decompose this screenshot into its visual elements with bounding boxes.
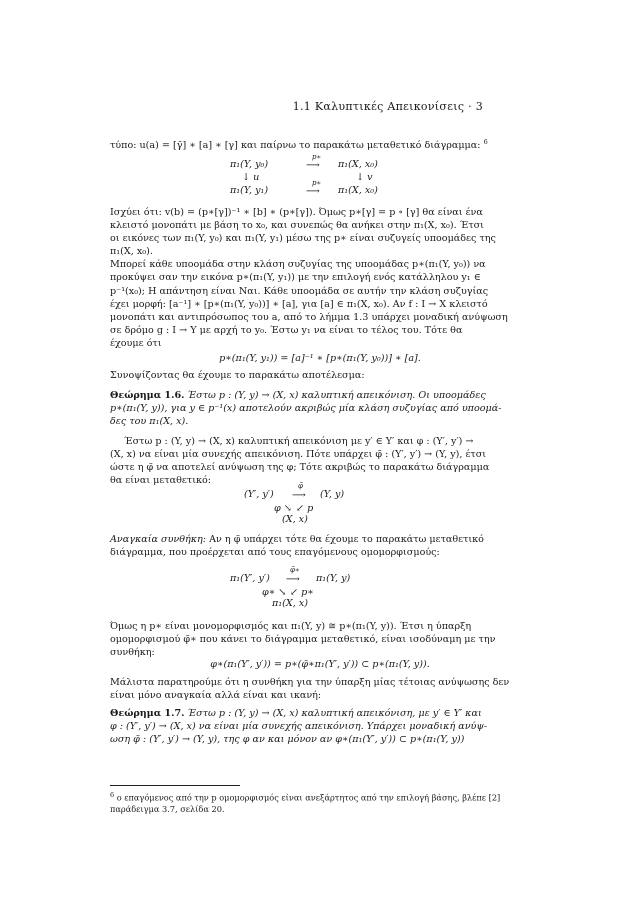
paragraph-2-line: p⁻¹(x₀); Η απάντηση είναι Ναι. Κάθε υποομάδα σε αυτήν την κλάση συζυγίας bbox=[110, 285, 489, 297]
diagram2-top-left: (Y′, y′) bbox=[244, 489, 274, 500]
paragraph-1-text: τύπο: u(a) = [γ̄] ∗ [a] ∗ [γ] και παίρνω το παρακάτω μεταθετικό διάγραμμα: bbox=[110, 140, 481, 152]
diagram3-top-arrow-label: φ̃∗ bbox=[290, 566, 300, 574]
paragraph-4 bbox=[110, 435, 530, 487]
diagram2-top-arrow-label: φ̃ bbox=[298, 482, 303, 490]
paragraph-2-line: έχουμε ότι bbox=[110, 337, 162, 349]
paragraph-4-line: Έστω p : (Y, y) → (X, x) καλυπτική απεικόνιση με y′ ∈ Y′ και φ : (Y′, y′) → bbox=[124, 436, 474, 447]
diagram1-top-arrow: ⟶ bbox=[306, 160, 320, 171]
theorem-line: Έστω p : (Y, y) → (X, x) καλυπτική απεικόνιση, με y′ ∈ Y′ και bbox=[187, 708, 482, 719]
paragraph-4-line: θα είναι μεταθετικό: bbox=[110, 475, 211, 487]
theorem-1-6-label: Θεώρημα 1.6. bbox=[110, 390, 185, 401]
paragraph-5-line: διάγραμμα, που προέρχεται από τους επαγόμενους ομομορφισμούς: bbox=[110, 547, 440, 559]
paragraph-5-line: Αν η φ̃ υπάρχει τότε θα έχουμε το παρακάτω μεταθετικό bbox=[206, 534, 484, 545]
paragraph-2-line: σε δρόμο g : I → Y με αρχή το y₀. Έστω y₁ να είναι το τέλος του. Τότε θα bbox=[110, 324, 463, 336]
equation-1: p∗(π₁(Y, y₁)) = [a]⁻¹ ∗ [p∗(π₁(Y, y₀))] ∗ [a]. bbox=[219, 353, 421, 364]
diagram1-top-left: π₁(Y, y₀) bbox=[230, 159, 269, 170]
footnote bbox=[110, 790, 530, 815]
diagram1-bottom-arrow: ⟶ bbox=[306, 186, 320, 197]
paragraph-2-line: προκύψει σαν την εικόνα p∗(π₁(Y, y₁)) με την επιλογή ενός κατάλληλου y₁ ∈ bbox=[110, 272, 481, 284]
theorem-line: δες του π₁(X, x). bbox=[110, 416, 189, 428]
theorem-line: ωση φ̃ : (Y′, y′) → (Y, y), της φ αν και μόνον αν φ∗(π₁(Y′, y′)) ⊂ p∗(π₁(Y, y)) bbox=[110, 734, 465, 746]
commutative-diagram-1 bbox=[230, 153, 420, 198]
diagram1-bottom-arrow-label: p∗ bbox=[312, 179, 322, 187]
diagram2-right-arrow: ↙ p bbox=[296, 503, 314, 514]
diagram1-left-arrow: ↓ u bbox=[242, 172, 260, 183]
paragraph-4-line: (X, x) να είναι μία συνεχής απεικόνιση. Πότε υπάρχει φ̃ : (Y′, y′) → (Y, y), έτσι bbox=[110, 449, 487, 461]
paragraph-2-line: π₁(X, x₀). bbox=[110, 246, 153, 258]
paragraph-6-line: Όμως η p∗ είναι μονομορφισμός και π₁(Y, y) ≅ p∗(π₁(Y, y)). Έτσι η ύπαρξη bbox=[110, 621, 472, 632]
diagram3-top-arrow: ⟶ bbox=[286, 574, 300, 585]
paragraph-1 bbox=[110, 136, 530, 152]
paragraph-7-line: είναι μόνο αναγκαία αλλά είναι και ικανή: bbox=[110, 690, 322, 702]
diagram2-bottom: (X, x) bbox=[282, 514, 308, 525]
diagram1-top-arrow-label: p∗ bbox=[312, 153, 322, 161]
paragraph-2 bbox=[110, 206, 530, 350]
diagram2-top-right: (Y, y) bbox=[320, 489, 345, 500]
paragraph-6-line: συνθήκη: bbox=[110, 647, 155, 659]
diagram1-right-arrow: ↓ v bbox=[356, 172, 373, 183]
footnote-line: παράδειγμα 3.7, σελίδα 20. bbox=[110, 803, 225, 814]
theorem-line: Έστω p : (Y, y) → (X, x) καλυπτική απεικόνιση. Οι υποομάδες bbox=[187, 390, 486, 401]
diagram3-left-arrow: φ∗ ↘ bbox=[262, 587, 287, 598]
running-head: 1.1 Καλυπτικές Απεικονίσεις · 3 bbox=[292, 100, 483, 113]
paragraph-4-line: ώστε η φ̃ να αποτελεί ανύψωση της φ; Τότε ακριβώς το παρακάτω διάγραμμα bbox=[110, 462, 490, 474]
paragraph-5 bbox=[110, 533, 530, 559]
diagram1-bottom-left: π₁(Y, y₁) bbox=[230, 185, 269, 196]
theorem-line: φ : (Y′, y′) → (X, x) να είναι μία συνεχής απεικόνιση. Υπάρχει μοναδική ανύψ- bbox=[110, 721, 488, 733]
footnote-rule bbox=[110, 785, 240, 786]
theorem-1-7 bbox=[110, 707, 530, 746]
footnote-line: ο επαγόμενος από την p ομομορφισμός είναι ανεξάρτητος από την επιλογή βάσης, βλέπε [2] bbox=[116, 792, 501, 803]
paragraph-7-line: Μάλιστα παρατηρούμε ότι η συνθήκη για την ύπαρξη μίας τέτοιας ανύψωσης δεν bbox=[110, 677, 510, 688]
paragraph-2-line: έχει μορφή: [a⁻¹] ∗ [p∗(π₁(Y, y₀))] ∗ [a], για [a] ∈ π₁(X, x₀). Αν f : I → X κλειστό bbox=[110, 298, 488, 310]
diagram2-top-arrow: ⟶ bbox=[292, 490, 306, 501]
paragraph-2-line: Ισχύει ότι: v(b) = (p∗[γ])⁻¹ ∗ [b] ∗ (p∗[γ]). Όμως p∗[γ] = p ∘ [γ] θα είναι ένα bbox=[110, 207, 483, 218]
theorem-1-6 bbox=[110, 389, 530, 428]
diagram3-bottom: π₁(X, x) bbox=[272, 598, 308, 609]
paragraph-3: Συνοψίζοντας θα έχουμε το παρακάτω αποτέλεσμα: bbox=[110, 370, 365, 381]
diagram1-top-right: π₁(X, x₀) bbox=[338, 159, 378, 170]
diagram3-top-right: π₁(Y, y) bbox=[316, 573, 351, 584]
diagram3-right-arrow: ↙ p∗ bbox=[290, 587, 314, 598]
paragraph-2-line: οι εικόνες των π₁(Y, y₀) και π₁(Y, y₁) μέσω της p∗ είναι συζυγείς υποομάδες της bbox=[110, 233, 496, 245]
equation-2: φ∗(π₁(Y′, y′)) = p∗(φ̃∗π₁(Y′, y′)) ⊂ p∗(π₁(Y, y)). bbox=[210, 659, 430, 670]
theorem-1-7-label: Θεώρημα 1.7. bbox=[110, 708, 185, 719]
commutative-diagram-3 bbox=[230, 566, 400, 612]
footnote-mark: 6 bbox=[483, 138, 488, 146]
commutative-diagram-2 bbox=[244, 482, 394, 528]
paragraph-6-line: ομομορφισμού φ̃∗ που κάνει το διάγραμμα μεταθετικό, είναι ισοδύναμη με την bbox=[110, 634, 496, 646]
diagram3-top-left: π₁(Y′, y′) bbox=[230, 573, 270, 584]
paragraph-2-line: μονοπάτι και αντιπρόσωπος του a, από το λήμμα 1.3 υπάρχει μοναδική ανύψωση bbox=[110, 311, 508, 323]
footnote-number: 6 bbox=[110, 791, 115, 799]
diagram2-left-arrow: φ ↘ bbox=[274, 503, 292, 514]
theorem-line: p∗(π₁(Y, y)), για y ∈ p⁻¹(x) αποτελούν ακριβώς μία κλάση συζυγίας από υποομά- bbox=[110, 403, 502, 415]
paragraph-7 bbox=[110, 676, 530, 702]
paragraph-2-line: κλειστό μονοπάτι με βάση το x₀, και συνεπώς θα ανήκει στην π₁(X, x₀). Έτσι bbox=[110, 220, 484, 232]
paragraph-2-line: Μπορεί κάθε υποομάδα στην κλάση συζυγίας της υποομάδας p∗(π₁(Y, y₀)) να bbox=[110, 259, 486, 271]
diagram1-bottom-right: π₁(X, x₀) bbox=[338, 185, 378, 196]
paragraph-6 bbox=[110, 620, 530, 659]
necessary-condition-label: Αναγκαία συνθήκη: bbox=[110, 534, 207, 545]
